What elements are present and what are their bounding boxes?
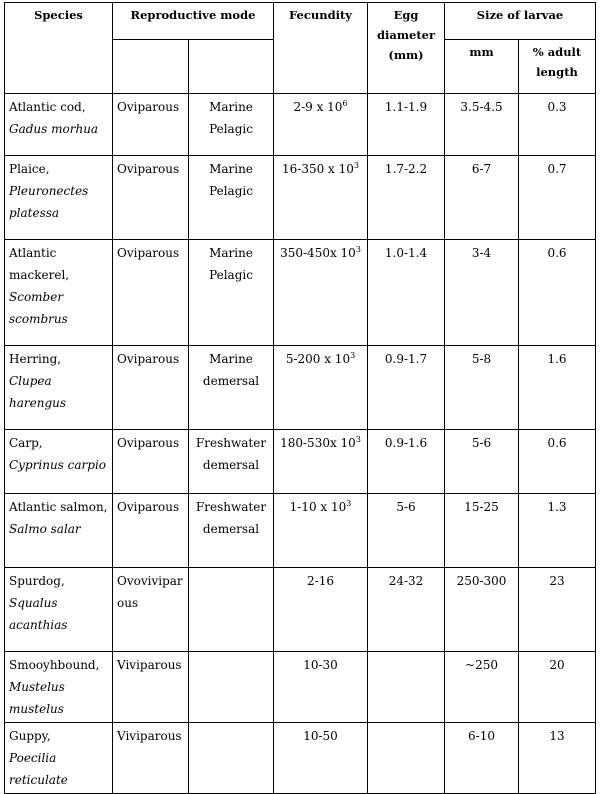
reproductive-mode-cell: Ovoviviparous [113, 568, 189, 652]
header-size-of-larvae: Size of larvae [445, 3, 596, 40]
habitat-cell [189, 346, 274, 430]
egg-diameter-cell: 0.9-1.7 [368, 346, 445, 430]
table-row [5, 568, 596, 652]
larvae-mm-cell: 15-25 [445, 494, 519, 568]
fecundity-cell [274, 723, 368, 794]
fecundity-cell [274, 568, 368, 652]
habitat-secondary: Pelagic [209, 184, 253, 198]
fecundity-value: 16-350 x 10 [282, 162, 354, 176]
scientific-name: Clupea harengus [9, 374, 67, 410]
fecundity-exponent: 3 [353, 161, 359, 170]
header-row-top [5, 3, 596, 40]
common-name: Atlantic cod, [9, 100, 86, 114]
header-fecundity: Fecundity [274, 3, 368, 94]
habitat-secondary: demersal [202, 522, 260, 536]
common-name: Carp, [9, 436, 43, 450]
larvae-mm-cell: 250-300 [445, 568, 519, 652]
common-name: Atlantic salmon, [9, 500, 108, 514]
larvae-mm-cell: 6-7 [445, 156, 519, 240]
fecundity-cell [274, 94, 368, 156]
fecundity-value: 1-10 x 10 [289, 500, 347, 514]
larvae-mm-cell: 3-4 [445, 240, 519, 346]
larvae-pct-cell: 0.3 [519, 94, 596, 156]
header-species: Species [5, 3, 113, 94]
habitat-secondary: demersal [202, 374, 260, 388]
larvae-pct-cell: 0.6 [519, 430, 596, 494]
habitat-cell [189, 568, 274, 652]
egg-diameter-cell [368, 723, 445, 794]
species-cell [5, 568, 113, 652]
reproductive-mode-cell: Viviparous [113, 723, 189, 794]
scientific-name: Squalus acanthias [9, 596, 68, 632]
habitat-cell [189, 494, 274, 568]
habitat-cell [189, 430, 274, 494]
habitat-secondary: demersal [202, 458, 260, 472]
reproductive-mode-cell: Viviparous [113, 652, 189, 723]
larvae-mm-cell: 5-6 [445, 430, 519, 494]
egg-diameter-cell: 5-6 [368, 494, 445, 568]
scientific-name: Poecilia reticulate [9, 751, 68, 787]
table-row [5, 240, 596, 346]
reproductive-mode-cell: Oviparous [113, 94, 189, 156]
table-row [5, 430, 596, 494]
common-name: Atlantic mackerel, [9, 246, 70, 282]
species-cell [5, 94, 113, 156]
table-row [5, 652, 596, 723]
header-egg-diameter: Egg diameter (mm) [368, 3, 445, 94]
common-name: Spurdog, [9, 574, 65, 588]
species-cell [5, 430, 113, 494]
fecundity-cell [274, 652, 368, 723]
egg-diameter-cell: 1.0-1.4 [368, 240, 445, 346]
common-name: Smooyhbound, [9, 658, 100, 672]
fecundity-value: 2-16 [307, 574, 334, 588]
fecundity-cell [274, 346, 368, 430]
habitat-primary: Freshwater [195, 500, 267, 514]
fecundity-cell [274, 240, 368, 346]
common-name: Plaice, [9, 162, 50, 176]
habitat-cell [189, 723, 274, 794]
fecundity-value: 180-530x 10 [280, 436, 356, 450]
scientific-name: Scomber scombrus [9, 290, 68, 326]
scientific-name: Salmo salar [9, 522, 81, 536]
species-cell [5, 346, 113, 430]
habitat-cell [189, 240, 274, 346]
fecundity-value: 2-9 x 10 [293, 100, 343, 114]
egg-diameter-cell: 0.9-1.6 [368, 430, 445, 494]
egg-diameter-cell: 1.7-2.2 [368, 156, 445, 240]
larvae-pct-cell: 13 [519, 723, 596, 794]
fecundity-value: 10-50 [303, 729, 338, 743]
larvae-pct-cell: 20 [519, 652, 596, 723]
header-mode-blank [113, 40, 189, 94]
fecundity-cell [274, 430, 368, 494]
fecundity-exponent: 3 [346, 499, 352, 508]
common-name: Herring, [9, 352, 62, 366]
reproductive-mode-cell: Oviparous [113, 240, 189, 346]
fecundity-exponent: 3 [355, 435, 361, 444]
reproductive-mode-cell: Oviparous [113, 494, 189, 568]
table-row [5, 494, 596, 568]
habitat-cell [189, 94, 274, 156]
habitat-primary: Marine [209, 162, 253, 176]
larvae-pct-cell: 1.6 [519, 346, 596, 430]
reproductive-mode-cell: Oviparous [113, 346, 189, 430]
larvae-mm-cell: 3.5-4.5 [445, 94, 519, 156]
fecundity-cell [274, 494, 368, 568]
larvae-pct-cell: 23 [519, 568, 596, 652]
table-row [5, 723, 596, 794]
egg-diameter-cell: 24-32 [368, 568, 445, 652]
scientific-name: Pleuronectes platessa [9, 184, 89, 220]
habitat-primary: Marine [209, 100, 253, 114]
header-larvae-pct: % adult length [519, 40, 596, 94]
reproductive-mode-cell: Oviparous [113, 156, 189, 240]
species-cell [5, 494, 113, 568]
egg-diameter-cell [368, 652, 445, 723]
habitat-cell [189, 156, 274, 240]
fecundity-cell [274, 156, 368, 240]
scientific-name: Mustelus mustelus [9, 680, 65, 716]
larvae-pct-cell: 0.7 [519, 156, 596, 240]
species-cell [5, 156, 113, 240]
species-cell [5, 652, 113, 723]
header-reproductive-mode: Reproductive mode [113, 3, 274, 40]
fecundity-value: 10-30 [303, 658, 338, 672]
reproductive-mode-cell: Oviparous [113, 430, 189, 494]
table-row [5, 94, 596, 156]
habitat-primary: Marine [209, 246, 253, 260]
fecundity-exponent: 6 [342, 99, 348, 108]
habitat-primary: Marine [209, 352, 253, 366]
header-habitat-blank [189, 40, 274, 94]
larvae-pct-cell: 0.6 [519, 240, 596, 346]
fecundity-value: 5-200 x 10 [285, 352, 351, 366]
larvae-pct-cell: 1.3 [519, 494, 596, 568]
species-cell [5, 240, 113, 346]
header-larvae-mm: mm [445, 40, 519, 94]
table-row [5, 346, 596, 430]
habitat-primary: Freshwater [195, 436, 267, 450]
scientific-name: Cyprinus carpio [9, 458, 107, 472]
larvae-mm-cell: ~250 [445, 652, 519, 723]
species-table [4, 2, 596, 794]
habitat-secondary: Pelagic [209, 122, 253, 136]
larvae-mm-cell: 5-8 [445, 346, 519, 430]
table-row [5, 156, 596, 240]
larvae-mm-cell: 6-10 [445, 723, 519, 794]
habitat-secondary: Pelagic [209, 268, 253, 282]
common-name: Guppy, [9, 729, 51, 743]
scientific-name: Gadus morhua [9, 122, 99, 136]
fecundity-exponent: 3 [355, 245, 361, 254]
species-cell [5, 723, 113, 794]
egg-diameter-cell: 1.1-1.9 [368, 94, 445, 156]
fecundity-exponent: 3 [350, 351, 356, 360]
fecundity-value: 350-450x 10 [280, 246, 356, 260]
habitat-cell [189, 652, 274, 723]
